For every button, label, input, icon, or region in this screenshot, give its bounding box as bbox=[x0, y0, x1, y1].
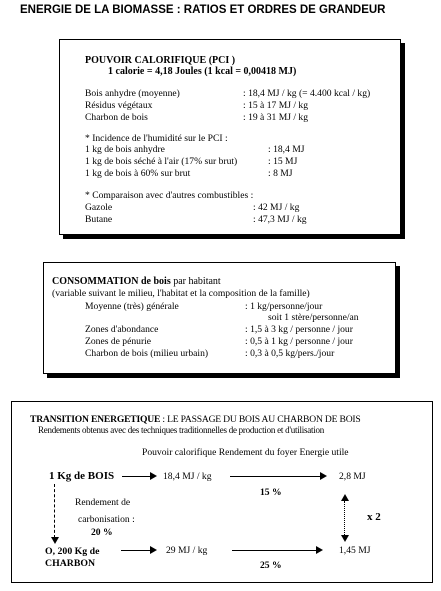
consommation-label: Zones d'abondance bbox=[85, 324, 159, 335]
transition-heading-rest: : LE PASSAGE DU BOIS AU CHARBON DE BOIS bbox=[160, 414, 361, 425]
pci-item-value: : 15 à 17 MJ / kg bbox=[243, 100, 309, 111]
humidity-label: 1 kg de bois anhydre bbox=[85, 144, 165, 155]
humidity-title: * Incidence de l'humidité sur le PCI : bbox=[85, 133, 228, 144]
pci-subheading: 1 calorie = 4,18 Joules (1 kcal = 0,00418 MJ) bbox=[108, 66, 297, 77]
transition-subheading: Rendements obtenus avec des techniques traditionnelles de production et d'utilisation bbox=[38, 425, 325, 435]
carbonisation-value: 20 % bbox=[91, 527, 113, 538]
consommation-label: Moyenne (très) générale bbox=[85, 301, 179, 312]
consommation-heading-bold: CONSOMMATION de bois bbox=[52, 276, 171, 287]
consommation-heading-rest: par habitant bbox=[170, 276, 221, 287]
bois-arrow-head bbox=[150, 472, 157, 480]
consommation-value: soit 1 stère/personne/an bbox=[268, 312, 359, 323]
charbon-rendement: 25 % bbox=[260, 560, 282, 571]
carbonisation-label: Rendement de bbox=[75, 497, 131, 508]
consommation-value: : 0,3 à 0,5 kg/pers./jour bbox=[245, 348, 335, 359]
carbonisation-arrow-head bbox=[51, 537, 59, 544]
consommation-label: Charbon de bois (milieu urbain) bbox=[85, 348, 209, 359]
transition-heading bbox=[30, 414, 361, 425]
bois-arrow-line-2 bbox=[230, 476, 324, 477]
bois-pci: 18,4 MJ / kg bbox=[163, 471, 212, 482]
consommation-value: : 0,5 à 1 kg / personne / jour bbox=[245, 336, 353, 347]
comparison-value: : 42 MJ / kg bbox=[253, 202, 300, 213]
humidity-value: : 18,4 MJ bbox=[268, 144, 305, 155]
page-title: ENERGIE DE LA BIOMASSE : RATIOS ET ORDRES DE GRANDEUR bbox=[20, 4, 386, 16]
bois-utile: 2,8 MJ bbox=[339, 471, 366, 482]
comparison-title: * Comparaison avec d'autres combustibles : bbox=[85, 190, 254, 201]
consommation-heading bbox=[52, 276, 221, 287]
humidity-value: : 15 MJ bbox=[268, 156, 298, 167]
bois-label: 1 Kg de BOIS bbox=[49, 470, 115, 482]
pci-item-label: Résidus végétaux bbox=[85, 100, 153, 111]
charbon-arrow-line-2 bbox=[232, 550, 320, 551]
carbonisation-dashed-line bbox=[54, 484, 55, 538]
consommation-value: : 1 kg/personne/jour bbox=[245, 301, 323, 312]
bois-rendement: 15 % bbox=[260, 487, 282, 498]
bois-arrow-head-2 bbox=[320, 472, 327, 480]
pci-item-label: Bois anhydre (moyenne) bbox=[85, 88, 180, 99]
charbon-arrow-head-2 bbox=[316, 546, 323, 554]
pci-item-value: : 19 à 31 MJ / kg bbox=[243, 112, 309, 123]
charbon-pci: 29 MJ / kg bbox=[166, 545, 208, 556]
consommation-note: (variable suivant le milieu, l'habitat et la composition de la famille) bbox=[52, 288, 310, 299]
carbonisation-label: carbonisation : bbox=[78, 514, 135, 525]
factor-label: x 2 bbox=[367, 511, 381, 523]
pci-heading: POUVOIR CALORIFIQUE (PCI ) bbox=[85, 55, 236, 66]
transition-columns-header: Pouvoir calorifique Rendement du foyer Energie utile bbox=[142, 447, 349, 458]
humidity-label: 1 kg de bois à 60% sur brut bbox=[85, 168, 191, 179]
charbon-arrow-head bbox=[150, 546, 157, 554]
transition-heading-bold: TRANSITION ENERGETIQUE bbox=[30, 414, 161, 425]
charbon-label: O, 200 Kg de bbox=[45, 546, 100, 557]
charbon-label: CHARBON bbox=[45, 558, 96, 569]
humidity-value: : 8 MJ bbox=[268, 168, 293, 179]
humidity-label: 1 kg de bois séché à l'air (17% sur brut) bbox=[85, 156, 238, 167]
consommation-value: : 1,5 à 3 kg / personne / jour bbox=[245, 324, 353, 335]
factor-arrow-head-up bbox=[341, 494, 349, 501]
charbon-utile: 1,45 MJ bbox=[339, 545, 371, 556]
factor-arrow-head-down bbox=[341, 535, 349, 542]
consommation-label: Zones de pénurie bbox=[85, 336, 152, 347]
pci-item-label: Charbon de bois bbox=[85, 112, 148, 123]
comparison-value: : 47,3 MJ / kg bbox=[253, 214, 307, 225]
comparison-label: Gazole bbox=[85, 202, 113, 213]
factor-dotted-line bbox=[344, 501, 345, 535]
pci-item-value: : 18,4 MJ / kg (= 4.400 kcal / kg) bbox=[243, 88, 371, 99]
comparison-label: Butane bbox=[85, 214, 113, 225]
